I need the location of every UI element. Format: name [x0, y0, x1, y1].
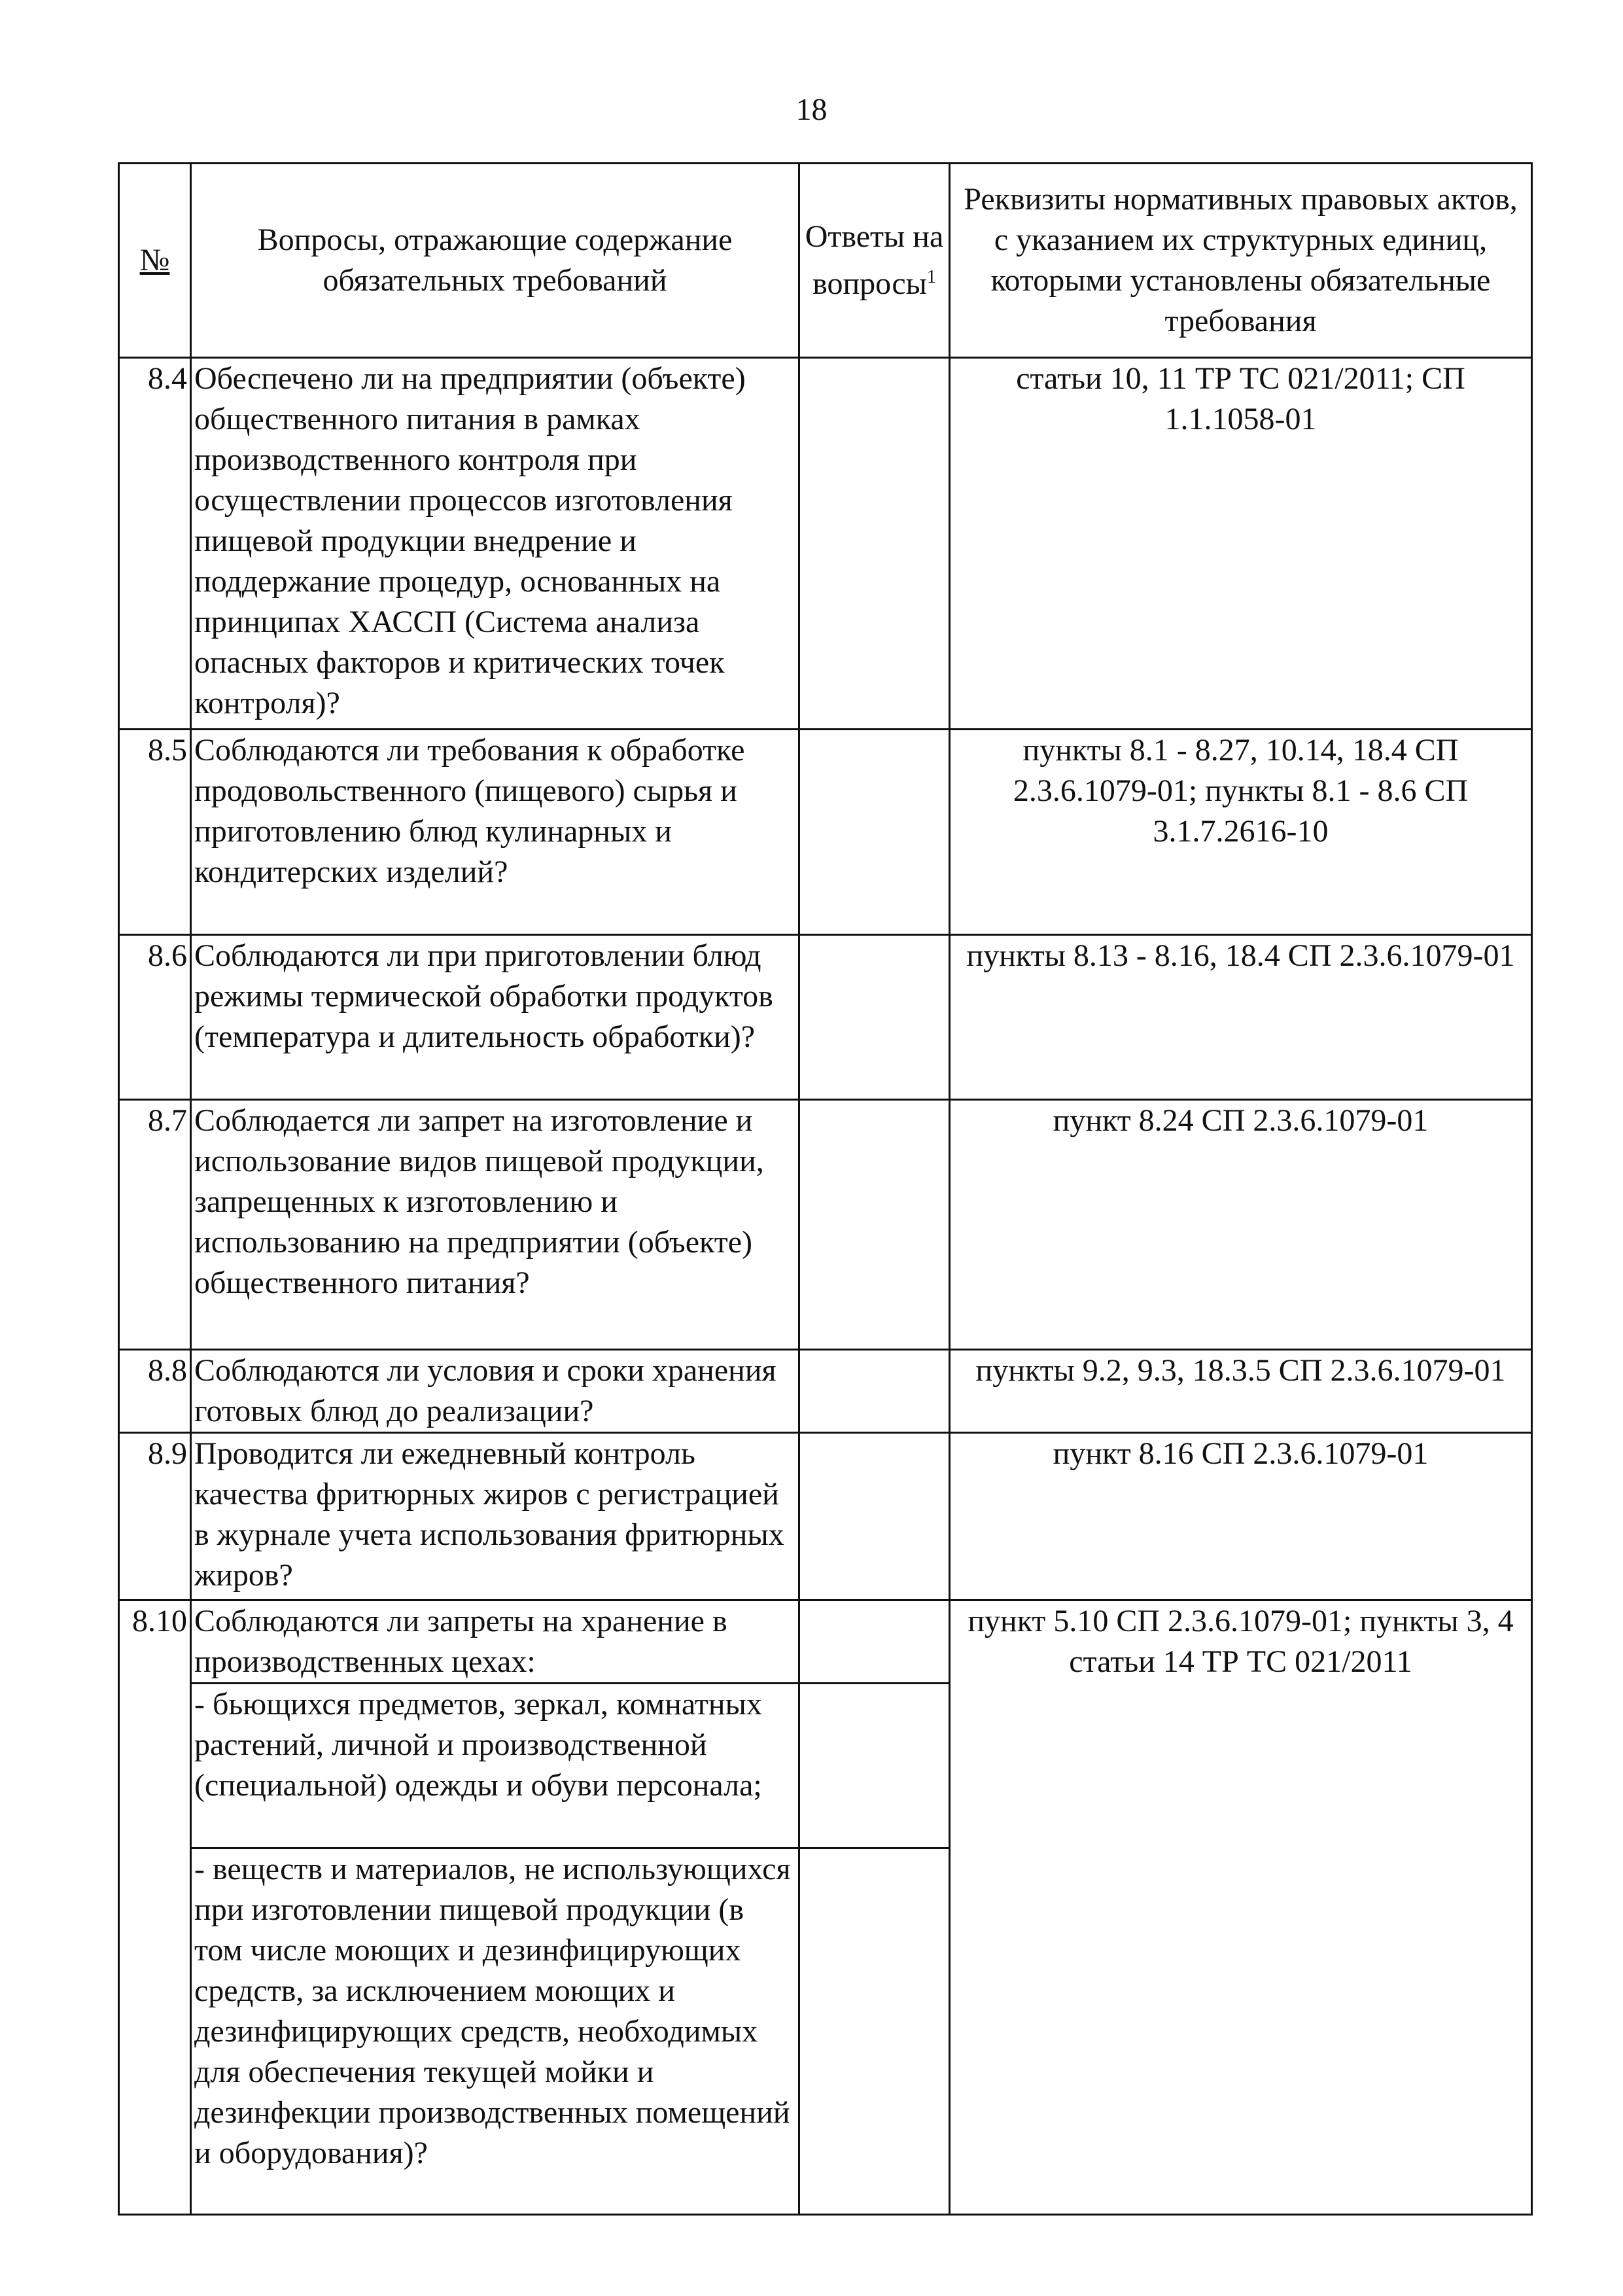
row-number: 8.4 [119, 358, 191, 730]
row-reference: пункты 8.1 - 8.27, 10.14, 18.4 СП 2.3.6.1079-01; пункты 8.1 - 8.6 СП 3.1.7.2616-10 [950, 730, 1532, 935]
row-question: Соблюдаются ли условия и сроки хранения готовых блюд до реализации? [191, 1350, 799, 1433]
header-reference: Реквизиты нормативных правовых актов, с указанием их структурных единиц, которыми установлены обязательные требования [950, 164, 1532, 358]
table-row [119, 1433, 1532, 1600]
row-answer-cell[interactable] [799, 1600, 950, 1684]
page-number: 18 [795, 92, 828, 127]
row-subquestion: - веществ и материалов, не использующихся при изготовлении пищевой продукции (в том числе моющих и дезинфицирующих средств, за исключением моющих и дезинфицирующих средств, необходимых для обеспечения текущей мойки и дезинфекции производственных помещений и оборудования)? [191, 1848, 799, 2215]
row-reference: пункты 8.13 - 8.16, 18.4 СП 2.3.6.1079-01 [950, 935, 1532, 1100]
row-reference: пункт 5.10 СП 2.3.6.1079-01; пункты 3, 4 статьи 14 ТР ТС 021/2011 [950, 1600, 1532, 2215]
row-number: 8.9 [119, 1433, 191, 1600]
table-row [119, 730, 1532, 935]
row-number: 8.10 [119, 1600, 191, 2215]
requirements-table [118, 162, 1533, 2216]
row-reference: статьи 10, 11 ТР ТС 021/2011; СП 1.1.1058-01 [950, 358, 1532, 730]
table-row [119, 1600, 1532, 1684]
table-row [119, 358, 1532, 730]
row-reference: пункты 9.2, 9.3, 18.3.5 СП 2.3.6.1079-01 [950, 1350, 1532, 1433]
header-answer [799, 164, 950, 358]
row-number: 8.6 [119, 935, 191, 1100]
row-number: 8.8 [119, 1350, 191, 1433]
row-answer-cell[interactable] [799, 1433, 950, 1600]
row-answer-cell[interactable] [799, 730, 950, 935]
header-answer-footnote: 1 [926, 267, 936, 287]
row-number: 8.5 [119, 730, 191, 935]
row-answer-cell[interactable] [799, 358, 950, 730]
row-reference: пункт 8.24 СП 2.3.6.1079-01 [950, 1100, 1532, 1350]
row-answer-cell[interactable] [799, 1848, 950, 2215]
row-question: Обеспечено ли на предприятии (объекте) общественного питания в рамках производственного контроля при осуществлении процессов изготовления пищевой продукции внедрение и поддержание процедур, основанных на принципах ХАССП (Система анализа опасных факторов и критических точек контроля)? [191, 358, 799, 730]
row-reference: пункт 8.16 СП 2.3.6.1079-01 [950, 1433, 1532, 1600]
row-question: Соблюдаются ли запреты на хранение в производственных цехах: [191, 1600, 799, 1684]
row-question: Соблюдаются ли при приготовлении блюд режимы термической обработки продуктов (температура и длительность обработки)? [191, 935, 799, 1100]
header-no: № [119, 164, 191, 358]
row-answer-cell[interactable] [799, 935, 950, 1100]
table-header-row [119, 164, 1532, 358]
row-question: Соблюдаются ли требования к обработке продовольственного (пищевого) сырья и приготовлению блюд кулинарных и кондитерских изделий? [191, 730, 799, 935]
row-answer-cell[interactable] [799, 1100, 950, 1350]
row-question: Проводится ли ежедневный контроль качества фритюрных жиров с регистрацией в журнале учета использования фритюрных жиров? [191, 1433, 799, 1600]
table-row [119, 1350, 1532, 1433]
row-number: 8.7 [119, 1100, 191, 1350]
row-subquestion: - бьющихся предметов, зеркал, комнатных растений, личной и производственной (специальной) одежды и обуви персонала; [191, 1684, 799, 1848]
table-row [119, 1100, 1532, 1350]
table-row [119, 935, 1532, 1100]
header-answer-text: Ответы на вопросы [805, 219, 944, 301]
row-answer-cell[interactable] [799, 1350, 950, 1433]
row-answer-cell[interactable] [799, 1684, 950, 1848]
header-question: Вопросы, отражающие содержание обязательных требований [191, 164, 799, 358]
row-question: Соблюдается ли запрет на изготовление и использование видов пищевой продукции, запрещенных к изготовлению и использованию на предприятии (объекте) общественного питания? [191, 1100, 799, 1350]
